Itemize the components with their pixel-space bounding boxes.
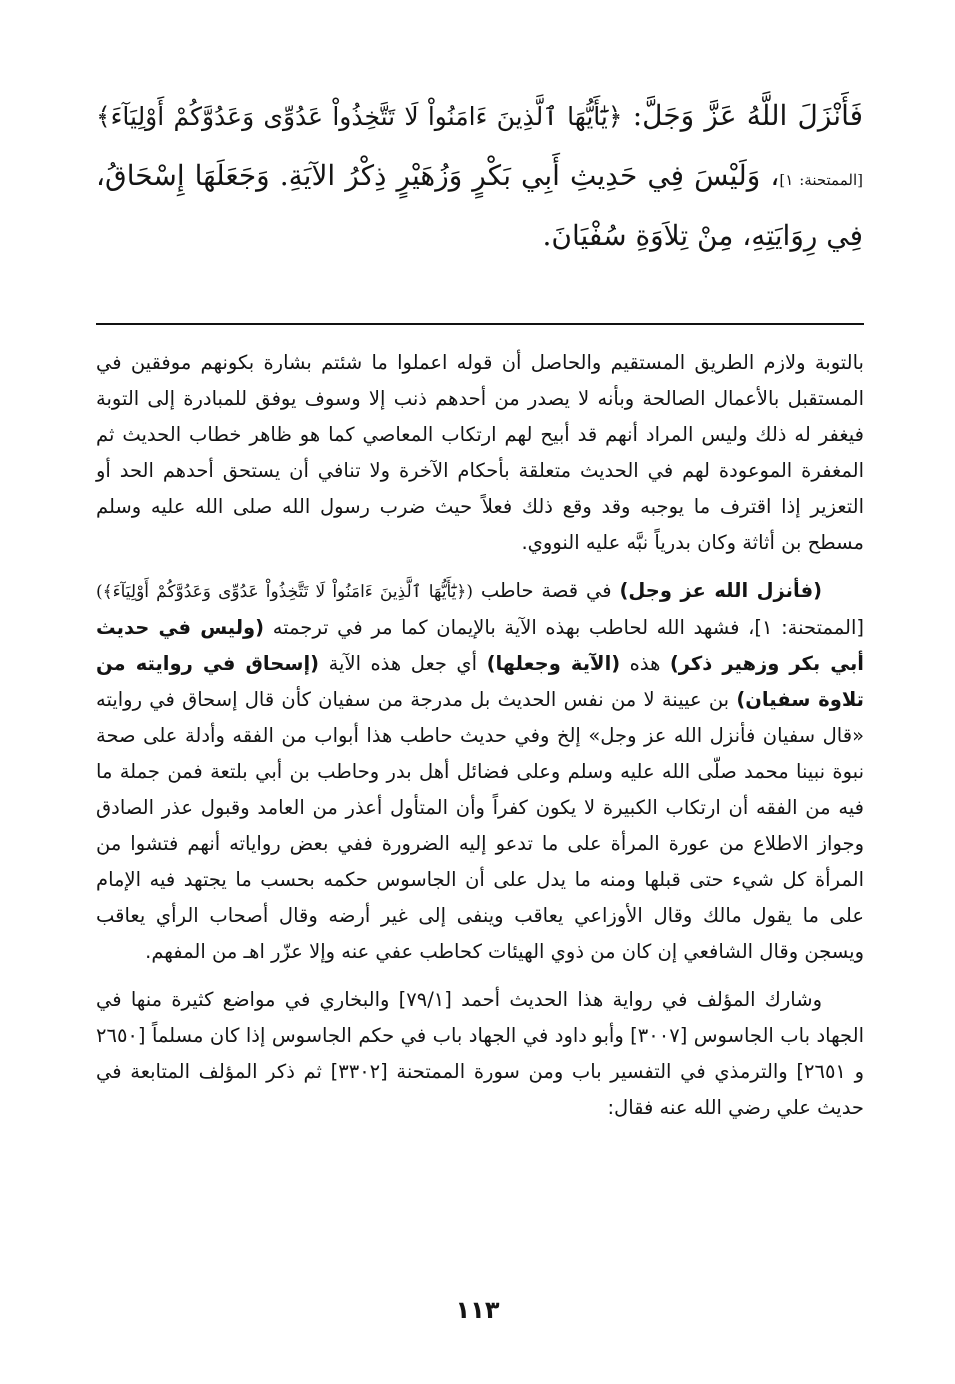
quran-verse-commentary: (﴿يَٰٓأَيُّهَا ٱلَّذِينَ ءَامَنُواْ لَا تَتَّخِذُواْ عَدُوِّى وَعَدُوَّكُمْ أَوْلِيَآءَ﴾): [96, 582, 473, 602]
commentary-text: بن عيينة لا من نفس الحديث بل مدرجة من سفيان كأن قال إسحاق في روايته «قال سفيان فأنزل الله عز وجل» إلخ وفي حديث حاطب هذا أبواب من الفقه وأدلة على صحة نبوة نبينا محمد صلّى الله عليه وسلم وعلى فضائل أهل بدر وحاطب بن أبي بلتعة فمن جملة ما فيه من الفقه أن ارتكاب الكبيرة لا يكون كفراً وأن المتأول أعذر من العامد وقبول عذر الصادق وجواز الاطلاع من عورة المرأة على ما تدعو إليه الضرورة ففي بعض رواياته أنهم فتشوا من المرأة كل شيء حتى قبلها ومنه ما يدل على أن الجاسوس حكمه بحسب ما يجتهد فيه الإمام على ما يقول مالك وقال الأوزاعي يعاقب وينفى إلى غير أرضه وقال أصحاب الرأي يعاقب ويسجن وقال الشافعي إن كان من ذوي الهيئات كحاطب عفي عنه وإلا عزّر اهـ من المفهم.: [96, 688, 864, 963]
bold-quote-3: (الآية وجعلها): [486, 652, 621, 675]
footnote-separator: [96, 323, 864, 325]
hadith-rest: ، وَلَيْسَ فِي حَدِيثِ أَبِي بَكْرٍ وَزُهَيْرٍ ذِكْرُ الآيَةِ. وَجَعَلَهَا إِسْحَاقُ، فِي رِوَايَتِهِ، مِنْ تِلاَوَةِ سُفْيَانَ.: [96, 159, 863, 252]
bold-quote-2: (وليس في حديث أبي بكر وزهير ذكر): [96, 616, 864, 675]
bold-quote-4: (إسحاق في روايته من تلاوة سفيان): [96, 652, 864, 711]
quran-verse: ﴿يَٰٓأَيُّهَا ٱلَّذِينَ ءَامَنُواْ لَا تَتَّخِذُواْ عَدُوِّى وَعَدُوَّكُمْ أَوْلِيَآءَ﴾: [96, 102, 623, 131]
commentary-paragraph-1: بالتوبة ولازم الطريق المستقيم والحاصل أن قوله اعملوا ما شئتم بشارة بكونهم موفقين في المستقبل بالأعمال الصالحة وبأنه لا يصدر من أحدهم ذنب إلا وسوف يوفق للمبادرة إلى التوبة فيغفر له ذلك وليس المراد أنهم قد أبيح لهم ارتكاب المعاصي كما هو ظاهر خطاب الحديث ثم المغفرة الموعودة لهم في الحديث متعلقة بأحكام الآخرة ولا تنافي أن يستحق أحدهم الحد أو التعزير إذا اقترف ما يوجبه وقد وقع ذلك فعلاً حيث ضرب رسول الله صلى الله عليه وسلم مسطح بن أثاثة وكان بدرياً نبَّه عليه النووي.: [96, 351, 864, 554]
commentary-text: أي جعل هذه الآية: [319, 652, 487, 675]
hadith-text: [96, 88, 863, 263]
hadith-intro: فَأَنْزَلَ اللَّهُ عَزَّ وَجَلَّ:: [622, 99, 864, 132]
commentary-paragraph-2: [96, 573, 864, 970]
commentary-text: هذه: [620, 652, 670, 675]
commentary: [96, 345, 864, 1126]
page-number: ١١٣: [455, 1296, 500, 1324]
commentary-text: في قصة حاطب: [472, 579, 620, 602]
commentary-paragraph-3: وشارك المؤلف في رواية هذا الحديث أحمد [٧٩/١] والبخاري في مواضع كثيرة منها في الجهاد باب الجاسوس [٣٠٠٧] وأبو داود في الجهاد باب في حكم الجاسوس إذا كان مسلماً [٢٦٥٠ و ٢٦٥١] والترمذي في التفسير باب ومن سورة الممتحنة [٣٣٠٢] ثم ذكر المؤلف المتابعة في حديث علي رضي الله عنه فقال:: [96, 988, 865, 1119]
commentary-text: [الممتحنة: ١]، فشهد الله لحاطب بهذه الآية بالإيمان كما مر في ترجمته: [264, 616, 864, 639]
bold-quote-1: (فأنزل الله عز وجل): [619, 579, 822, 602]
verse-reference: [الممتحنة: ١]: [779, 171, 863, 189]
